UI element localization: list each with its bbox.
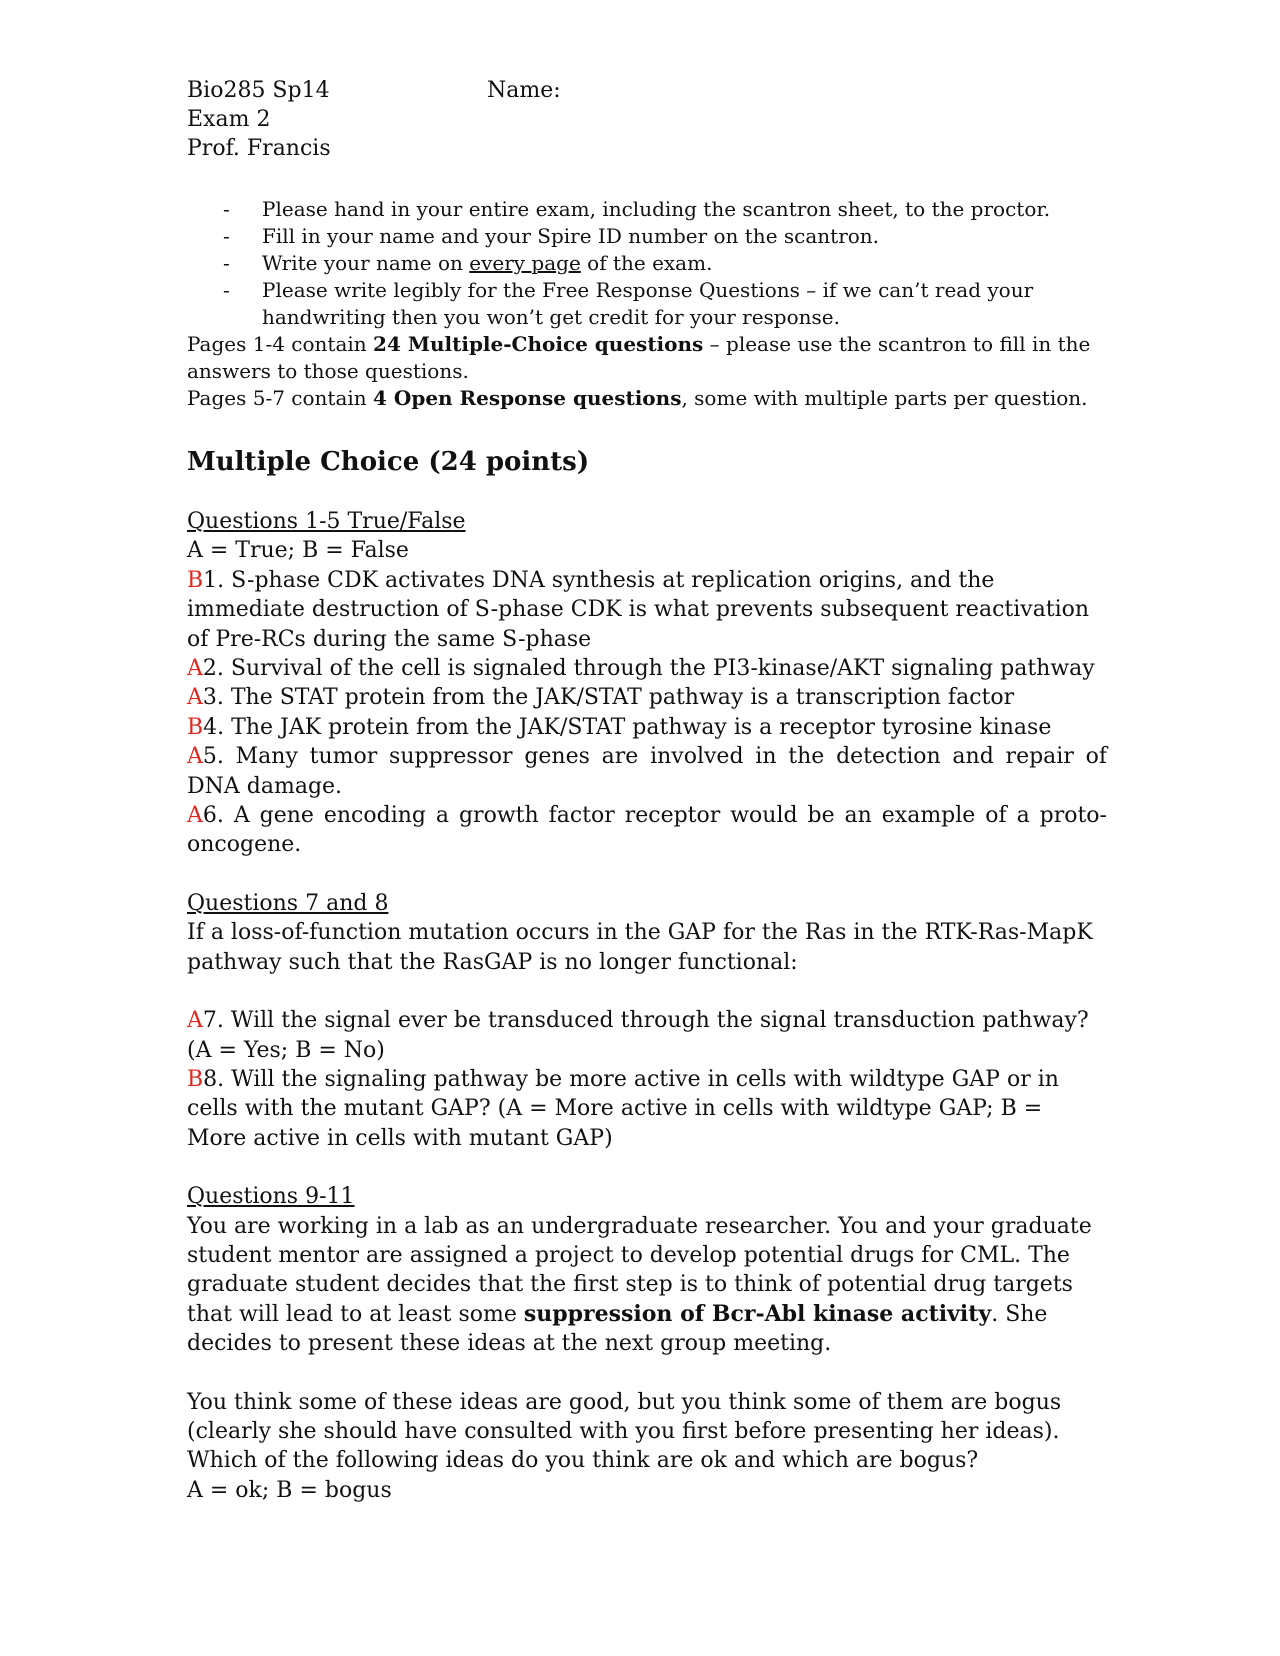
bullet-dash: -: [223, 197, 230, 221]
instruction-text: [262, 251, 712, 275]
note-emphasis: 24 Multiple-Choice questions: [373, 332, 704, 356]
answer-marker: A: [187, 685, 203, 711]
questions-9-11-section: [187, 1182, 1107, 1505]
question-3: [187, 683, 1107, 712]
section-title: Questions 9-11: [187, 1184, 355, 1210]
answer-key: A = ok; B = bogus: [187, 1477, 392, 1503]
note-text: , some with multiple parts per question.: [681, 386, 1088, 410]
note-text: Pages 5-7 contain: [187, 386, 374, 410]
instruction-text-part: of the exam.: [580, 251, 713, 275]
section-title: Questions 7 and 8: [187, 890, 389, 916]
answer-marker: A: [187, 656, 203, 682]
paragraph-text: You are working in a lab as an undergraduate researcher. You and your graduate student mentor are assigned a project to develop potential drugs for CML. The graduate student decides that the first step is to think of potential drug targets that will lead to at least some: [187, 1213, 1092, 1327]
note-emphasis: 4 Open Response questions: [373, 386, 682, 410]
exam-label: Exam 2: [187, 107, 271, 132]
instruction-item: [187, 250, 1107, 277]
note-text: Pages 1-4 contain: [187, 332, 374, 356]
instruction-item: [187, 223, 1107, 250]
question-text: 3. The STAT protein from the JAK/STAT pathway is a transcription factor: [202, 685, 1015, 711]
scenario-paragraph: [187, 1212, 1107, 1359]
pages-multiple-choice-note: [187, 331, 1107, 385]
name-label: Name:: [487, 78, 561, 103]
answer-marker: B: [187, 714, 204, 740]
section-intro: If a loss-of-function mutation occurs in the GAP for the Ras in the RTK-Ras-MapK pathway such that the RasGAP is no longer functional:: [187, 920, 1093, 975]
instruction-text-part: Write your name on: [262, 251, 470, 275]
page-content: [187, 76, 1107, 1505]
bullet-dash: -: [223, 278, 230, 302]
course-label: Bio285 Sp14: [187, 78, 330, 103]
pages-open-response-note: [187, 385, 1107, 412]
section-heading: Multiple Choice (24 points): [187, 447, 590, 477]
question-text: 4. The JAK protein from the JAK/STAT pathway is a receptor tyrosine kinase: [203, 714, 1052, 740]
answer-marker: B: [187, 567, 204, 593]
instruction-item: [187, 277, 1107, 331]
section-title: Questions 1-5 True/False: [187, 509, 466, 534]
answer-key: A = True; B = False: [187, 538, 409, 564]
instruction-text: Please hand in your entire exam, including the scantron sheet, to the proctor.: [262, 197, 1051, 221]
instruction-text: Please write legibly for the Free Response Questions – if we can’t read your handwriting then you won’t get credit for your response.: [262, 278, 1034, 329]
exam-header: [187, 76, 1107, 166]
questions-7-8-section: [187, 889, 1107, 1153]
instructions: [187, 196, 1107, 412]
spacer: [187, 977, 1107, 1006]
question-text: 5. Many tumor suppressor genes are involved in the detection and repair of DNA damage.: [187, 744, 1107, 799]
question-1: [187, 566, 1107, 654]
question-text: 1. S-phase CDK activates DNA synthesis at replication origins, and the immediate destruction of S-phase CDK is what prevents subsequent reactivation of Pre-RCs during the same S-phase: [187, 567, 1090, 652]
question-7: [187, 1006, 1107, 1065]
professor-label: Prof. Francis: [187, 136, 331, 161]
question-text: 8. Will the signaling pathway be more active in cells with wildtype GAP or in cells with the mutant GAP? (A = More active in cells with wildtype GAP; B = More active in cells with mutant GAP): [187, 1066, 1059, 1151]
instruction-emphasis: every page: [469, 251, 581, 275]
question-8: [187, 1065, 1107, 1153]
paragraph-text: . She decides to present these ideas at the next group meeting.: [187, 1301, 1048, 1357]
question-text: 2. Survival of the cell is signaled through the PI3-kinase/AKT signaling pathway: [202, 656, 1095, 682]
question-6: [187, 801, 1107, 860]
answer-marker: A: [187, 803, 203, 829]
paragraph-emphasis: suppression of Bcr-Abl kinase activity: [523, 1300, 992, 1327]
spacer: [187, 1359, 1107, 1388]
question-text: 7. Will the signal ever be transduced through the signal transduction pathway? (A = Yes; B = No): [187, 1008, 1089, 1063]
question-4: [187, 713, 1107, 742]
instruction-list: [187, 196, 1107, 331]
true-false-section: [187, 507, 1107, 860]
question-5: [187, 742, 1107, 801]
question-text: 6. A gene encoding a growth factor receptor would be an example of a proto-oncogene.: [187, 803, 1107, 858]
answer-marker: B: [187, 1066, 204, 1092]
question-2: [187, 654, 1107, 683]
bullet-dash: -: [223, 251, 230, 275]
scenario-paragraph-2: You think some of these ideas are good, but you think some of them are bogus (clearly she should have consulted with you first before presenting her ideas). Which of the following ideas do you think are ok and which are bogus?: [187, 1389, 1062, 1474]
answer-marker: A: [187, 744, 203, 770]
note-text: – please use the scantron to fill in the answers to those questions.: [187, 332, 1091, 383]
answer-marker: A: [187, 1008, 203, 1034]
instruction-text: Fill in your name and your Spire ID number on the scantron.: [262, 224, 880, 248]
bullet-dash: -: [223, 224, 230, 248]
instruction-item: [187, 196, 1107, 223]
